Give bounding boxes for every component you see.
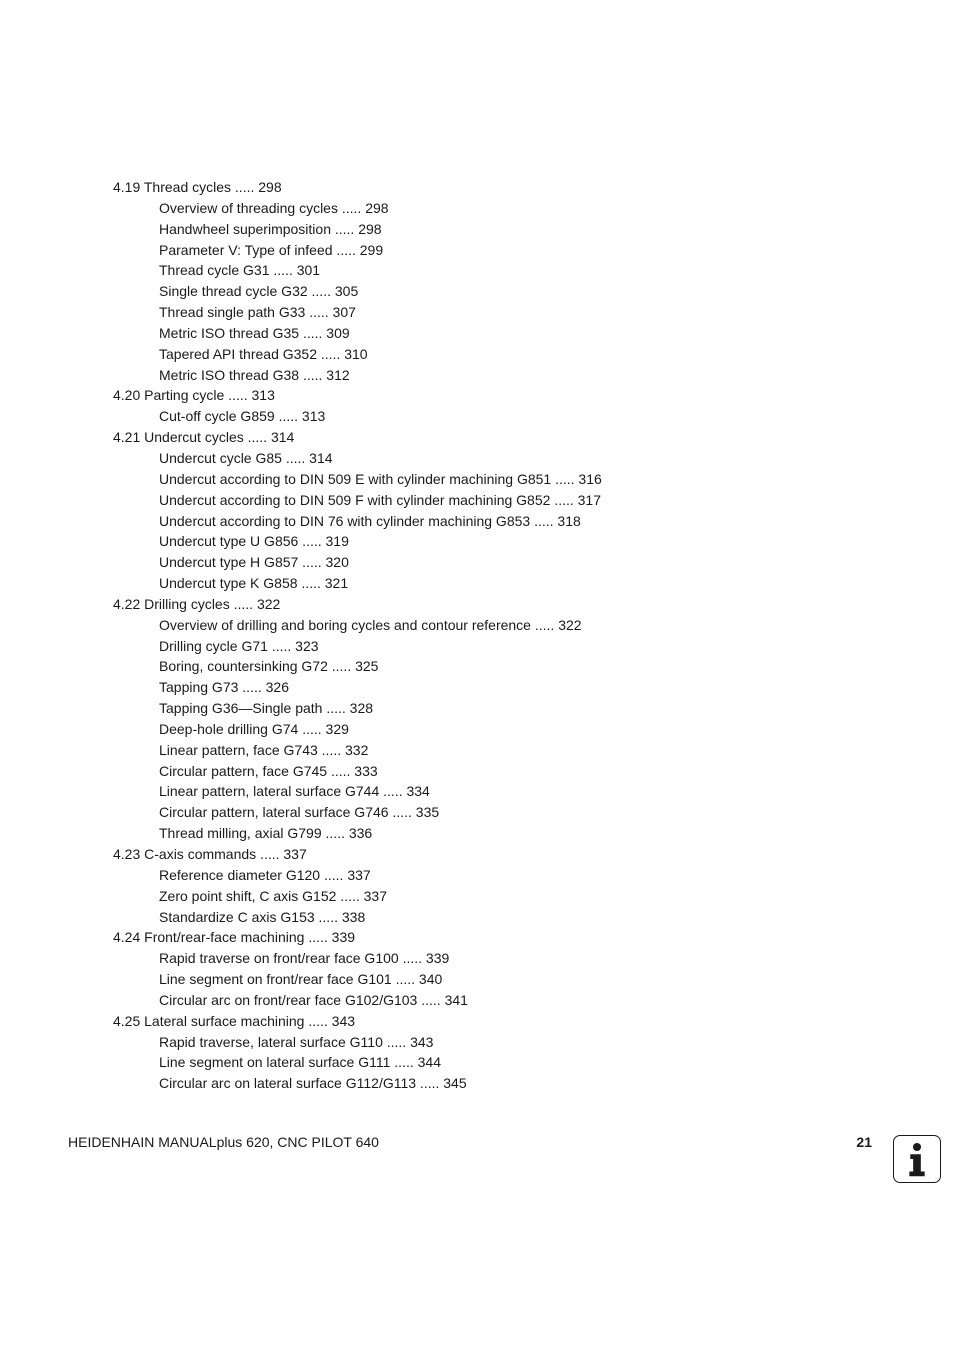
- toc-subsection-entry: Circular arc on front/rear face G102/G103 ..... 341: [159, 991, 468, 1008]
- toc-subsection-entry: Tapping G36—Single path ..... 328: [159, 700, 374, 717]
- toc-subsection-entry: Cut-off cycle G859 ..... 313: [159, 408, 326, 425]
- toc-subsection-entry: Undercut type H G857 ..... 320: [159, 554, 349, 571]
- toc-subsection-entry: Undercut according to DIN 509 E with cylinder machining G851 ..... 316: [159, 470, 602, 487]
- toc-subsection-entry: Circular arc on lateral surface G112/G113 ..... 345: [159, 1075, 467, 1092]
- page-number: 21: [856, 1134, 872, 1150]
- toc-subsection-entry: Standardize C axis G153 ..... 338: [159, 908, 366, 925]
- toc-subsection-entry: Linear pattern, face G743 ..... 332: [159, 741, 369, 758]
- toc-subsection-entry: Circular pattern, lateral surface G746 ..... 335: [159, 804, 440, 821]
- toc-subsection-entry: Metric ISO thread G35 ..... 309: [159, 324, 350, 341]
- toc-subsection-entry: Circular pattern, face G745 ..... 333: [159, 762, 378, 779]
- toc-subsection-entry: Undercut cycle G85 ..... 314: [159, 449, 333, 466]
- toc-subsection-entry: Undercut type U G856 ..... 319: [159, 533, 349, 550]
- toc-section-entry: 4.19 Thread cycles ..... 298: [113, 179, 282, 195]
- toc-subsection-entry: Undercut type K G858 ..... 321: [159, 575, 349, 592]
- toc-section-entry: 4.20 Parting cycle ..... 313: [113, 387, 275, 404]
- toc-subsection-entry: Linear pattern, lateral surface G744 ..... 334: [159, 783, 430, 800]
- toc-subsection-entry: Thread cycle G31 ..... 301: [159, 262, 321, 279]
- toc-subsection-entry: Tapping G73 ..... 326: [159, 679, 289, 696]
- toc-subsection-entry: Drilling cycle G71 ..... 323: [159, 637, 319, 654]
- toc-section-entry: 4.24 Front/rear-face machining ..... 339: [113, 929, 356, 946]
- table-of-contents: [113, 177, 873, 1094]
- toc-subsection-entry: Zero point shift, C axis G152 ..... 337: [159, 887, 387, 904]
- toc-subsection-entry: Line segment on lateral surface G111 ..... 344: [159, 1054, 441, 1071]
- toc-subsection-entry: Thread milling, axial G799 ..... 336: [159, 825, 373, 842]
- toc-section-entry: 4.21 Undercut cycles ..... 314: [113, 429, 295, 446]
- toc-subsection-entry: Undercut according to DIN 76 with cylinder machining G853 ..... 318: [159, 512, 581, 529]
- toc-section-entry: 4.22 Drilling cycles ..... 322: [113, 595, 281, 612]
- toc-subsection-entry: Rapid traverse on front/rear face G100 ..... 339: [159, 950, 450, 967]
- toc-subsection-entry: Undercut according to DIN 509 F with cylinder machining G852 ..... 317: [159, 491, 601, 508]
- toc-subsection-entry: Thread single path G33 ..... 307: [159, 304, 356, 321]
- footer-title: HEIDENHAIN MANUALplus 620, CNC PILOT 640: [68, 1134, 379, 1150]
- toc-subsection-entry: Boring, countersinking G72 ..... 325: [159, 658, 379, 675]
- toc-subsection-entry: Tapered API thread G352 ..... 310: [159, 345, 368, 362]
- toc-subsection-entry: Overview of drilling and boring cycles and contour reference ..... 322: [159, 616, 582, 633]
- toc-section-entry: 4.25 Lateral surface machining ..... 343: [113, 1012, 356, 1029]
- toc-section-entry: 4.23 C-axis commands ..... 337: [113, 846, 307, 862]
- toc-subsection-entry: Parameter V: Type of infeed ..... 299: [159, 241, 384, 258]
- info-icon: [893, 1135, 941, 1183]
- toc-subsection-entry: Handwheel superimposition ..... 298: [159, 220, 382, 237]
- toc-subsection-entry: Deep-hole drilling G74 ..... 329: [159, 720, 349, 737]
- toc-subsection-entry: Line segment on front/rear face G101 ..... 340: [159, 971, 443, 988]
- toc-subsection-entry: Metric ISO thread G38 ..... 312: [159, 366, 350, 383]
- toc-subsection-entry: Overview of threading cycles ..... 298: [159, 199, 389, 216]
- toc-subsection-entry: Single thread cycle G32 ..... 305: [159, 283, 359, 300]
- toc-subsection-entry: Reference diameter G120 ..... 337: [159, 866, 371, 883]
- toc-subsection-entry: Rapid traverse, lateral surface G110 ..... 343: [159, 1033, 434, 1050]
